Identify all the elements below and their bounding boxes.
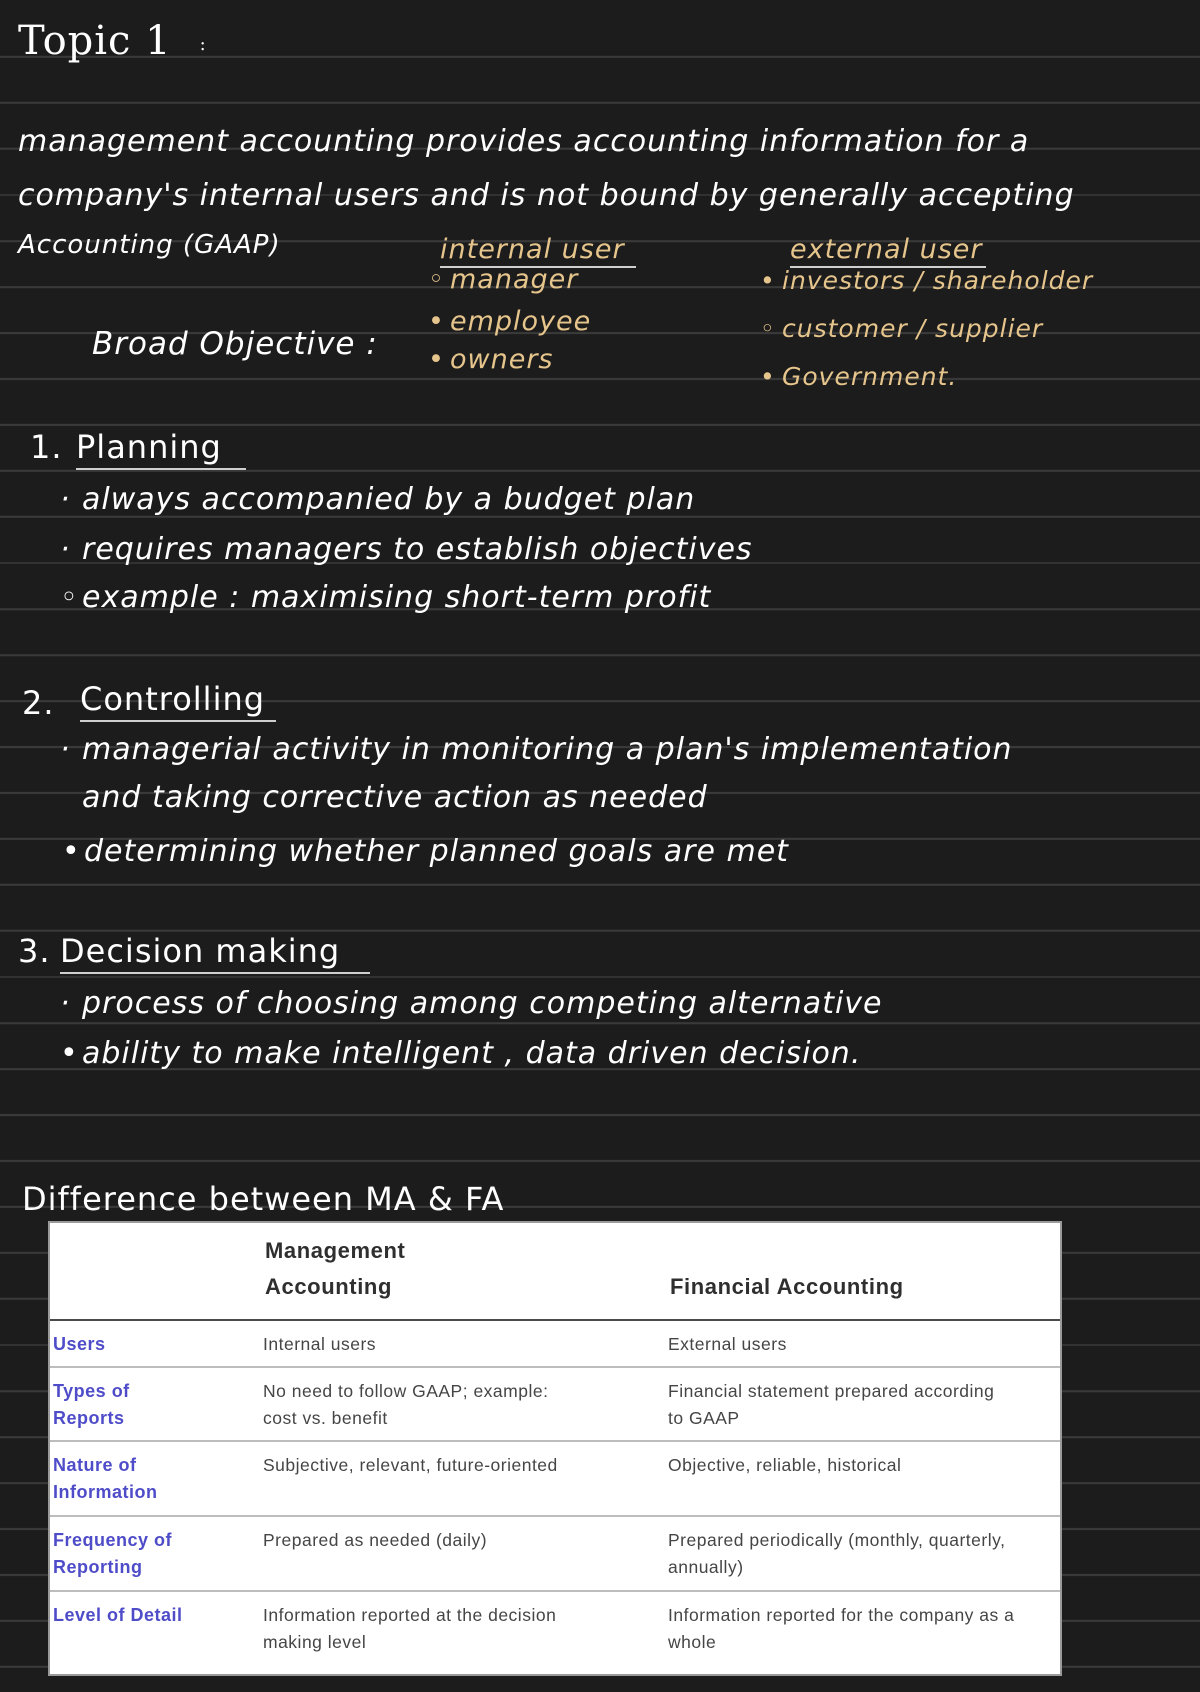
broad-objective-label: Broad Objective : bbox=[92, 326, 378, 362]
cell-fa: External users bbox=[668, 1334, 787, 1354]
row-label: Users bbox=[53, 1334, 106, 1354]
list-item: • ability to make intelligent , data driven decision. bbox=[60, 1036, 862, 1071]
table-row bbox=[50, 1367, 1060, 1441]
external-user-item: • Government. bbox=[760, 362, 958, 391]
table-row bbox=[50, 1591, 1060, 1666]
cell-fa: Financial statement prepared according to GAAP bbox=[668, 1381, 995, 1428]
external-user-heading: external user bbox=[790, 234, 986, 268]
table-row bbox=[50, 1516, 1060, 1591]
cell-ma: Subjective, relevant, future-oriented bbox=[263, 1455, 558, 1475]
section-heading-planning: Planning bbox=[76, 428, 246, 470]
internal-user-item: ◦ manager bbox=[428, 264, 579, 295]
page-title: Topic 1 : bbox=[18, 18, 207, 64]
list-item-continuation: and taking corrective action as needed bbox=[82, 780, 708, 815]
internal-user-item: • employee bbox=[428, 306, 592, 337]
table-header-fa: Financial Accounting bbox=[670, 1274, 904, 1299]
section-number: 3. bbox=[18, 932, 51, 970]
external-user-item: • investors / shareholder bbox=[760, 266, 1094, 295]
intro-line-1: management accounting provides accounting information for a bbox=[18, 124, 1030, 159]
internal-user-heading: internal user bbox=[440, 234, 636, 268]
table-row bbox=[50, 1441, 1060, 1516]
intro-line-3: Accounting (GAAP) bbox=[18, 230, 281, 260]
table-row bbox=[50, 1320, 1060, 1367]
cell-ma: Internal users bbox=[263, 1334, 377, 1354]
list-item: · requires managers to establish objectives bbox=[60, 532, 753, 567]
cell-ma: Information reported at the decision making level bbox=[263, 1605, 557, 1652]
difference-title: Difference between MA & FA bbox=[22, 1180, 505, 1218]
cell-ma: No need to follow GAAP; example: cost vs. benefit bbox=[263, 1381, 549, 1428]
row-label: Level of Detail bbox=[53, 1605, 183, 1625]
table-header-ma: Management Accounting bbox=[265, 1238, 406, 1299]
intro-line-2: company's internal users and is not bound by generally accepting bbox=[18, 178, 1075, 213]
list-item: • determining whether planned goals are met bbox=[62, 834, 789, 869]
list-item: · always accompanied by a budget plan bbox=[60, 482, 696, 517]
list-item: ◦ example : maximising short-term profit bbox=[60, 580, 712, 615]
cell-fa: Prepared periodically (monthly, quarterly, annually) bbox=[668, 1530, 1006, 1577]
section-heading-decision-making: Decision making bbox=[60, 932, 370, 974]
list-item: · managerial activity in monitoring a plan's implementation bbox=[60, 732, 1013, 767]
external-user-item: ◦ customer / supplier bbox=[760, 314, 1044, 343]
internal-user-item: • owners bbox=[428, 344, 554, 375]
section-heading-controlling: Controlling bbox=[80, 680, 276, 722]
row-label: Types of Reports bbox=[53, 1381, 130, 1428]
cell-fa: Objective, reliable, historical bbox=[668, 1455, 902, 1475]
row-label: Frequency of Reporting bbox=[53, 1530, 173, 1577]
row-label: Nature of Information bbox=[53, 1455, 158, 1502]
comparison-table bbox=[48, 1221, 1062, 1676]
section-number: 1. bbox=[30, 428, 63, 466]
list-item: · process of choosing among competing alternative bbox=[60, 986, 883, 1021]
table-header-row bbox=[50, 1223, 1060, 1320]
cell-ma: Prepared as needed (daily) bbox=[263, 1530, 488, 1550]
table-header-empty bbox=[50, 1223, 255, 1320]
section-number: 2. bbox=[22, 684, 55, 722]
cell-fa: Information reported for the company as a whole bbox=[668, 1605, 1015, 1652]
